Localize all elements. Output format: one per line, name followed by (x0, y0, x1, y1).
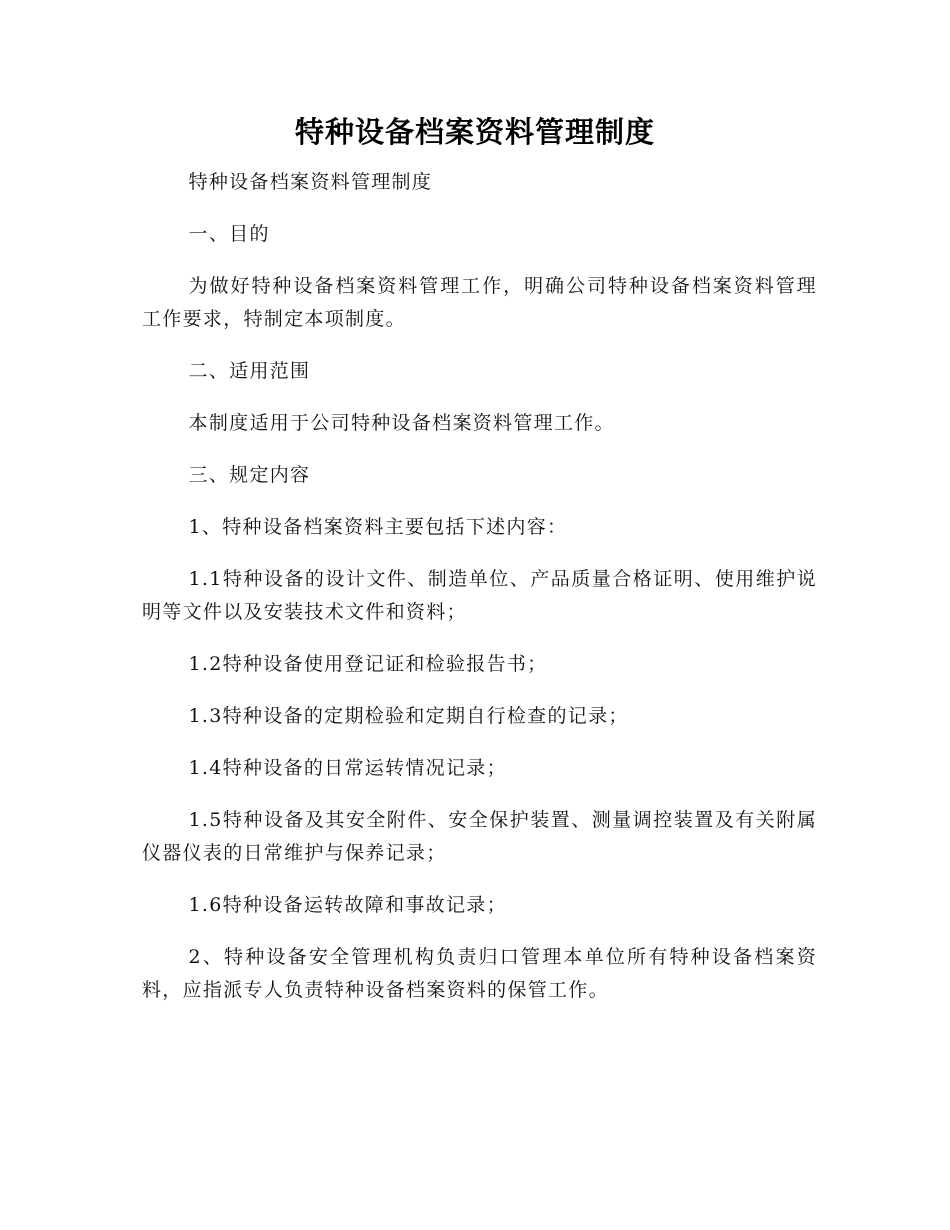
list-item: 1.1特种设备的设计文件、制造单位、产品质量合格证明、使用维护说明等文件以及安装技术文件和资料； (142, 568, 817, 623)
document-title: 特种设备档案资料管理制度 (294, 115, 655, 149)
paragraph-subtitle: 特种设备档案资料管理制度 (188, 171, 433, 193)
list-item: 1.3特种设备的定期检验和定期自行检查的记录； (188, 705, 629, 727)
section-heading-purpose: 一、目的 (188, 223, 270, 245)
list-item: 1.5特种设备及其安全附件、安全保护装置、测量调控装置及有关附属仪器仪表的日常维护与保养记录； (142, 809, 817, 864)
paragraph-purpose: 为做好特种设备档案资料管理工作，明确公司特种设备档案资料管理工作要求，特制定本项制度。 (142, 275, 817, 330)
paragraph-scope: 本制度适用于公司特种设备档案资料管理工作。 (188, 412, 615, 434)
list-item: 1.4特种设备的日常运转情况记录； (188, 757, 507, 779)
section-heading-content: 三、规定内容 (188, 464, 311, 486)
list-item: 1.2特种设备使用登记证和检验报告书； (188, 653, 548, 675)
section-heading-scope: 二、适用范围 (188, 360, 311, 382)
list-item: 2、特种设备安全管理机构负责归口管理本单位所有特种设备档案资料，应指派专人负责特种设备档案资料的保管工作。 (142, 946, 817, 1001)
document-body (142, 166, 817, 1026)
list-item: 1.6特种设备运转故障和事故记录； (188, 894, 507, 916)
list-item: 1、特种设备档案资料主要包括下述内容： (188, 516, 568, 538)
